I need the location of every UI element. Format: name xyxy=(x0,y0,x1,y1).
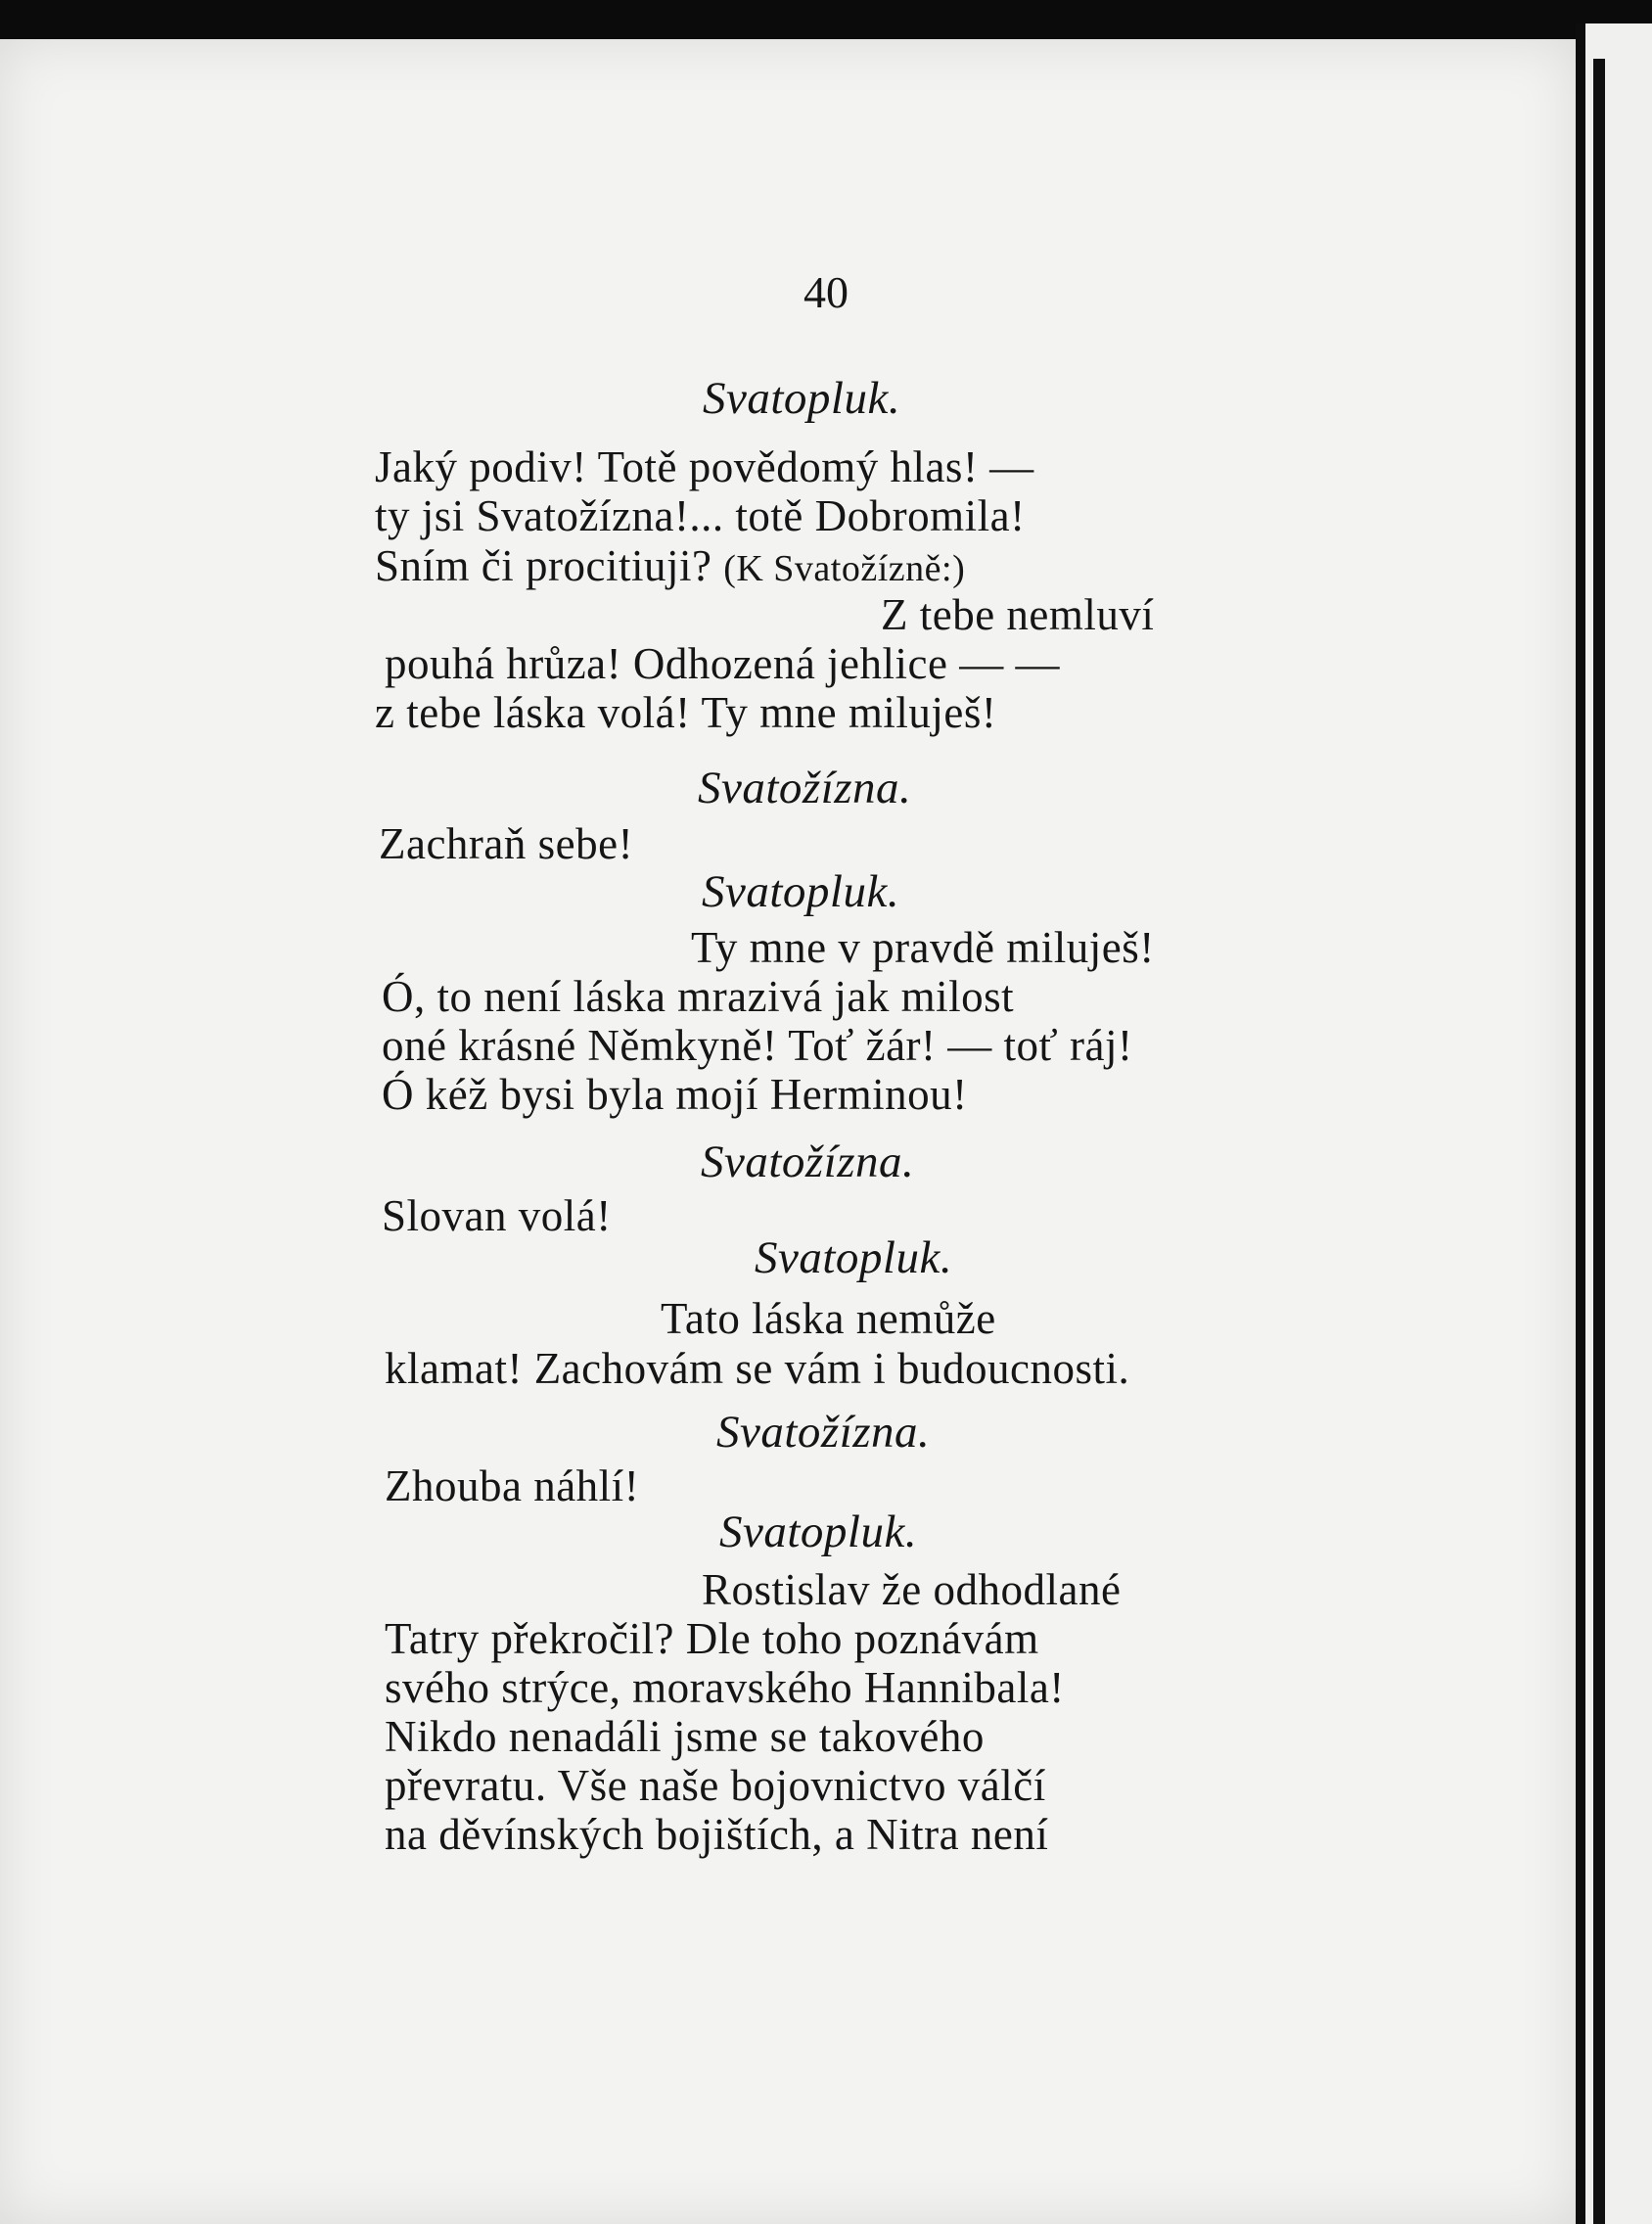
binding-shadow xyxy=(1593,59,1605,2224)
adjacent-page-edge xyxy=(1576,23,1652,2224)
verse-line: klamat! Zachovám se vám i budoucnosti. xyxy=(385,1344,1130,1393)
verse-line: Zachraň sebe! xyxy=(379,819,634,868)
verse-line: Nikdo nenadáli jsme se takového xyxy=(385,1712,985,1761)
verse-line: Slovan volá! xyxy=(382,1191,612,1240)
verse-line: oné krásné Němkyně! Toť žár! — toť ráj! xyxy=(382,1021,1133,1070)
page-number: 40 xyxy=(803,267,849,317)
verse-line: Rostislav že odhodlané xyxy=(702,1565,1122,1614)
verse-line xyxy=(375,541,966,590)
speaker-heading: Svatopluk. xyxy=(703,373,901,424)
verse-line: Tatry překročil? Dle toho poznávám xyxy=(385,1614,1039,1663)
speaker-heading: Svatožízna. xyxy=(716,1407,931,1458)
verse-line: na děvínských bojištích, a Nitra není xyxy=(385,1810,1049,1859)
verse-line: Ó, to není láska mrazivá jak milost xyxy=(382,972,1015,1021)
verse-line: Ty mne v pravdě miluješ! xyxy=(691,923,1155,972)
verse-line: Jaký podiv! Totě povědomý hlas! — xyxy=(375,442,1034,491)
stage-direction: (K Svatožízně:) xyxy=(723,548,966,589)
verse-line: pouhá hrůza! Odhozená jehlice — — xyxy=(385,639,1060,688)
book-page xyxy=(0,39,1576,2224)
speaker-heading: Svatožízna. xyxy=(701,1136,915,1187)
speaker-heading: Svatopluk. xyxy=(755,1232,953,1283)
speaker-heading: Svatožízna. xyxy=(698,763,912,813)
verse-line: ty jsi Svatožízna!... totě Dobromila! xyxy=(375,491,1026,540)
verse-line: svého strýce, moravského Hannibala! xyxy=(385,1663,1065,1712)
verse-line: Z tebe nemluví xyxy=(881,590,1155,639)
verse-line: Zhouba náhlí! xyxy=(385,1461,640,1510)
verse-line: Ó kéž bysi byla mojí Herminou! xyxy=(382,1070,968,1119)
verse-line: Tato láska nemůže xyxy=(661,1294,996,1343)
verse-text: Sním či procitiuji? xyxy=(375,541,712,590)
speaker-heading: Svatopluk. xyxy=(702,866,900,917)
verse-line: převratu. Vše naše bojovnictvo válčí xyxy=(385,1761,1046,1810)
speaker-heading: Svatopluk. xyxy=(719,1506,918,1557)
verse-line: z tebe láska volá! Ty mne miluješ! xyxy=(375,688,997,737)
